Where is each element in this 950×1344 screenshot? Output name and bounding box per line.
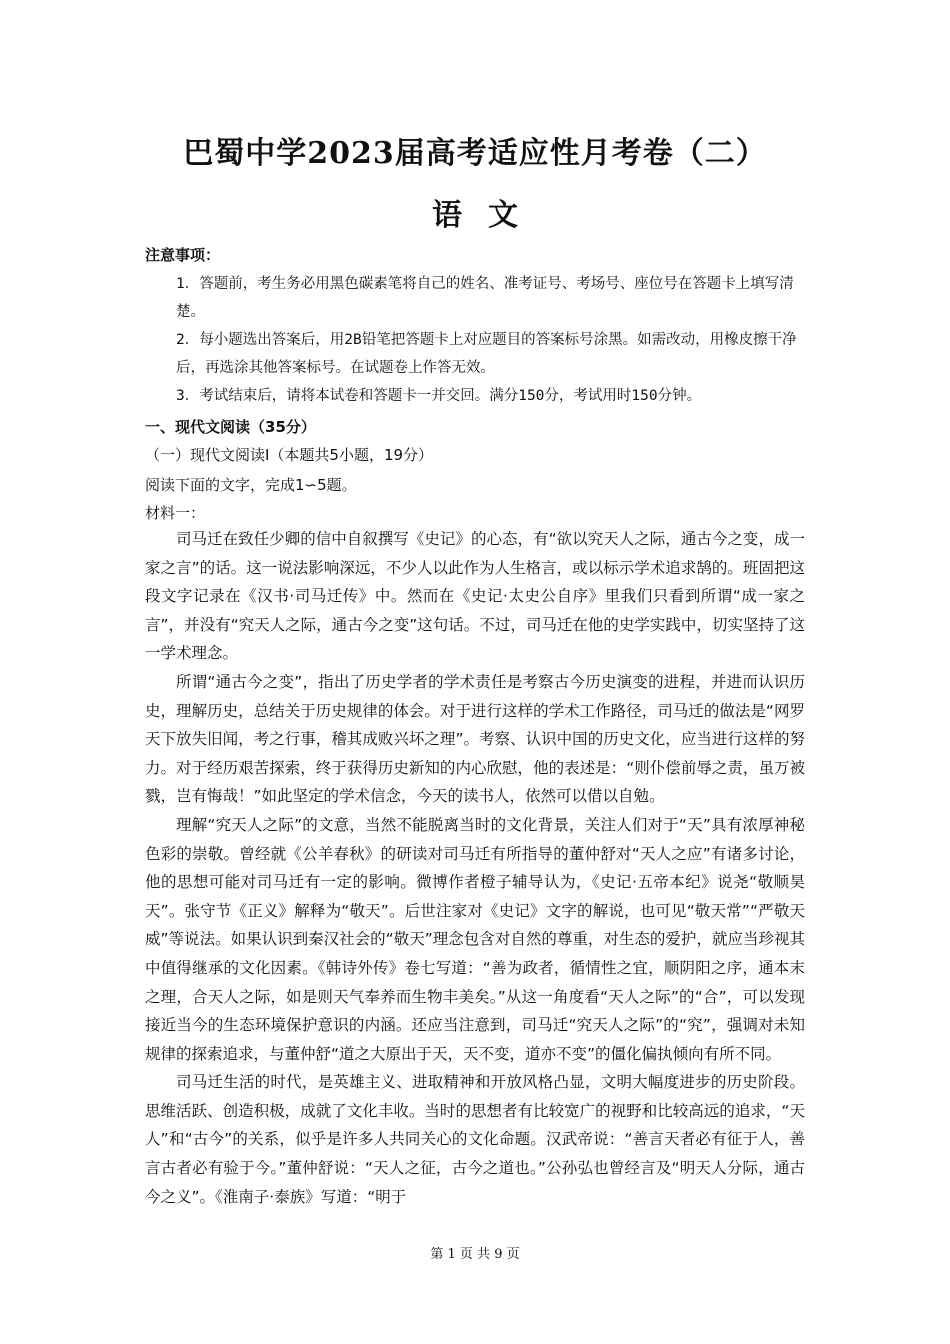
- subject-title: 语文: [432, 198, 544, 233]
- paragraph-1: 司马迁在致任少卿的信中自叙撰写《史记》的心态，有“欲以究天人之际，通古今之变，成一家之言”的话。这一说法影响深远，不少人以此作为人生格言，或以标示学术追求鹄的。班固把这段文字记录在《汉书·司马迁传》中。然而在《史记·太史公自序》里我们只看到所谓“成一家之言”，并没有“究天人之际，通古今之变”这句话。不过，司马迁在他的史学实践中，切实坚持了这一学术理念。: [145, 530, 805, 663]
- paragraph-4: 司马迁生活的时代，是英雄主义、进取精神和开放风格凸显，文明大幅度进步的历史阶段。思维活跃、创造积极，成就了文化丰收。当时的思想者有比较宽广的视野和比较高远的追求，“天人”和“古今”的关系，似乎是许多人共同关心的文化命题。汉武帝说：“善言天者必有征于人，善言古者必有验于今。”董仲舒说：“天人之征，古今之道也。”公孙弘也曾经言及“明天人分际，通古今之义”。《淮南子·泰族》写道：“明于: [145, 1073, 805, 1206]
- notice-item-2: 2．每小题选出答案后，用2B铅笔把答题卡上对应题目的答案标号涂黑。如需改动，用橡皮擦干净后，再选涂其他答案标号。在试题卷上作答无效。: [176, 332, 797, 376]
- reading-passage: [145, 525, 805, 1211]
- exam-title: 巴蜀中学2023届高考适应性月考卷（二）: [183, 136, 767, 171]
- part-title: 一、现代文阅读（35分）: [145, 418, 316, 436]
- notice-heading: 注意事项：: [145, 246, 221, 264]
- paragraph-2: 所谓“通古今之变”，指出了历史学者的学术责任是考察古今历史演变的进程，并进而认识历史，理解历史，总结关于历史规律的体会。对于进行这样的学术工作路径，司马迁的做法是“网罗天下放失旧闻，考之行事，稽其成败兴坏之理”。考察、认识中国的历史文化，应当进行这样的努力。对于经历艰苦探索，终于获得历史新知的内心欣慰，他的表述是：“则仆偿前辱之责，虽万被戮，岂有悔哉！”如此坚定的学术信念，今天的读书人，依然可以借以自勉。: [145, 672, 805, 806]
- instruction: 阅读下面的文字，完成1∽5题。: [145, 476, 357, 494]
- notice-item-3: 3．考试结束后，请将本试卷和答题卡一并交回。满分150分，考试用时150分钟。: [176, 388, 702, 404]
- material-label: 材料一：: [145, 504, 206, 522]
- sub-title: （一）现代文阅读Ⅰ（本题共5小题，19分）: [145, 446, 434, 464]
- paragraph-3: 理解“究天人之际”的文意，当然不能脱离当时的文化背景，关注人们对于“天”具有浓厚神秘色彩的崇敬。曾经就《公羊春秋》的研读对司马迁有所指导的董仲舒对“天人之应”有诸多讨论，他的思想可能对司马迁有一定的影响。微博作者橙子辅导认为，《史记·五帝本纪》说尧“敬顺昊天”。张守节《正义》解释为“敬天”。后世注家对《史记》文字的解说，也可见“敬天常”“严敬天威”等说法。如果认识到秦汉社会的“敬天”理念包含对自然的尊重，对生态的爱护，就应当珍视其中值得继承的文化因素。《韩诗外传》卷七写道：“善为政者，循情性之宜，顺阴阳之序，通本末之理，合天人之际，如是则天气奉养而生物丰美矣。”从这一角度看“天人之际”的“合”，可以发现接近当今的生态环境保护意识的内涵。还应当注意到，司马迁“究天人之际”的“究”，强调对未知规律的探索追求，与董仲舒“道之大原出于天，天不变，道亦不变”的僵化偏执倾向有所不同。: [145, 815, 805, 1063]
- notice-item-1: 1．答题前，考生务必用黑色碳素笔将自己的姓名、准考证号、考场号、座位号在答题卡上填写清楚。: [176, 276, 794, 320]
- page-number: 第 1 页 共 9 页: [430, 1247, 520, 1262]
